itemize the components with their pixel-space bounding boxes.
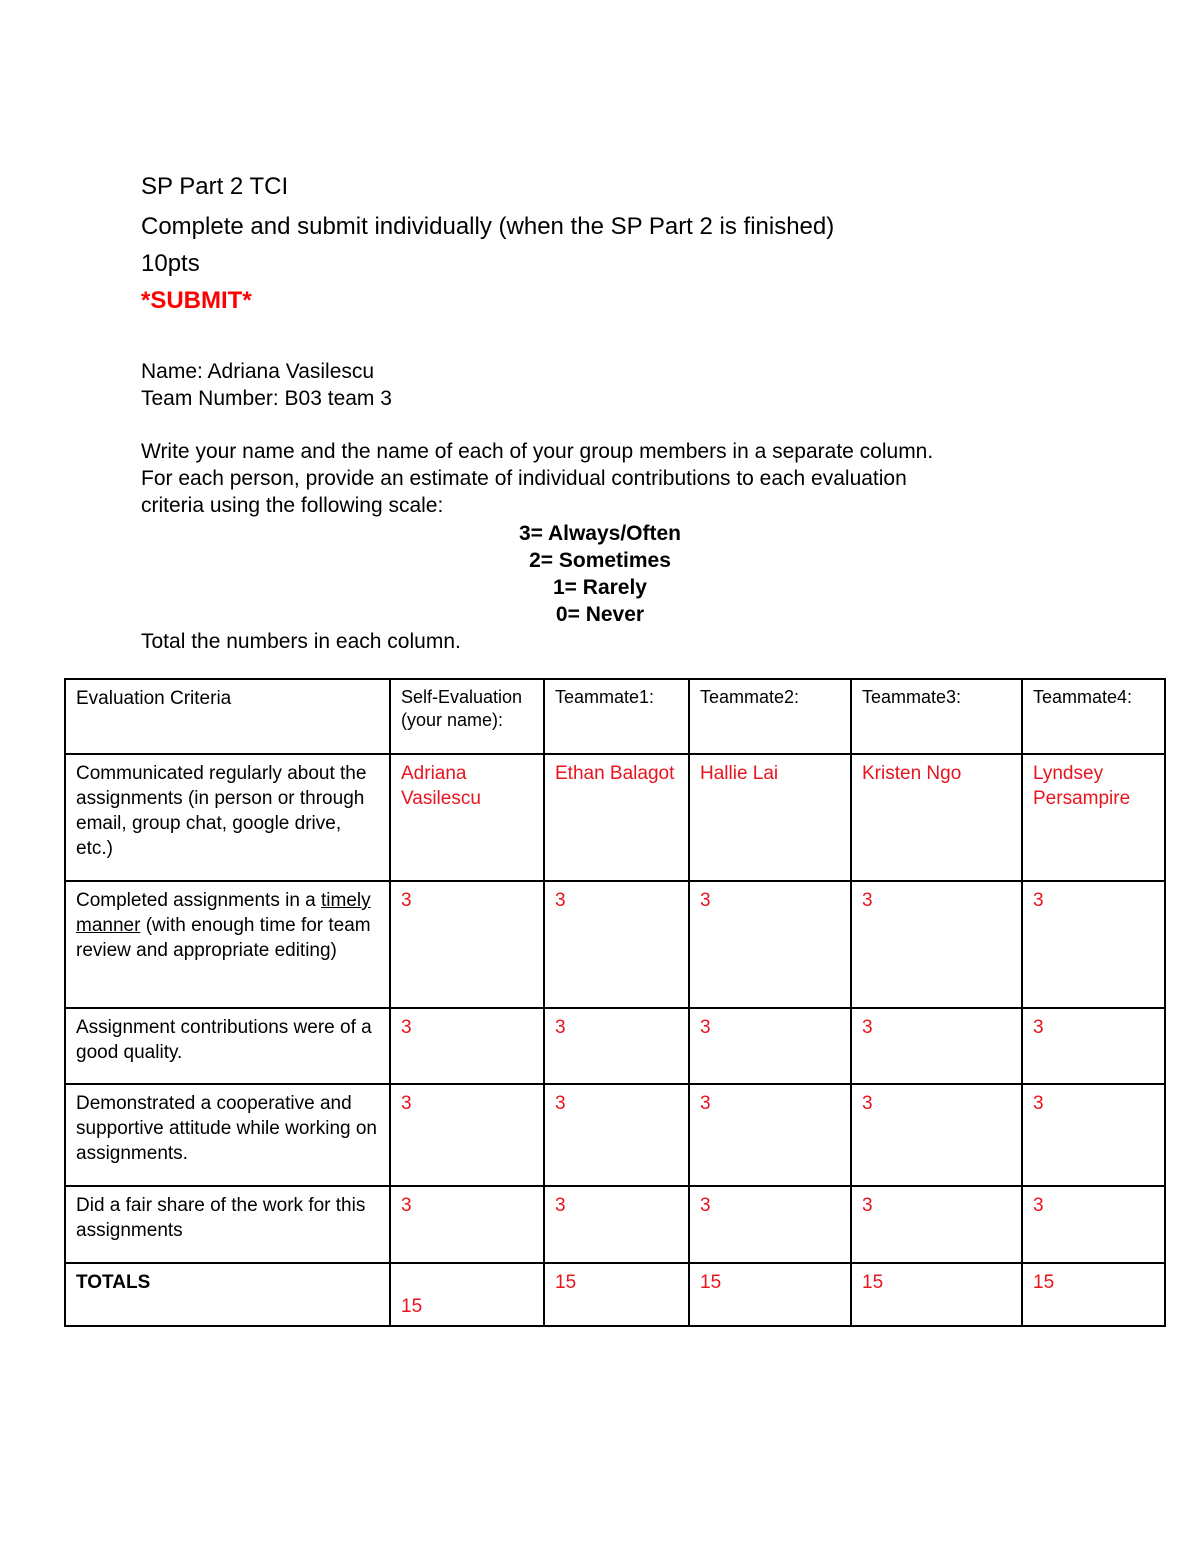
submit-label: *SUBMIT* bbox=[141, 287, 252, 314]
criteria-timely bbox=[65, 881, 390, 1008]
header-teammate1: Teammate1: bbox=[544, 679, 689, 754]
table-row bbox=[65, 881, 1165, 1008]
score-cell: 3 bbox=[689, 881, 851, 1008]
score-cell: 3 bbox=[1022, 881, 1165, 1008]
criteria-timely-post: (with enough time for team review and appropriate editing) bbox=[76, 915, 371, 961]
score-cell: 3 bbox=[544, 881, 689, 1008]
score-cell: 3 bbox=[1022, 1084, 1165, 1186]
criteria-timely-underline: timely manner bbox=[76, 890, 371, 936]
teammate2-name: Hallie Lai bbox=[689, 754, 851, 881]
header-teammate4: Teammate4: bbox=[1022, 679, 1165, 754]
criteria-cooperative: Demonstrated a cooperative and supportive attitude while working on assignments. bbox=[65, 1084, 390, 1186]
criteria-timely-pre: Completed assignments in a bbox=[76, 890, 322, 911]
total-value: 15 bbox=[1022, 1263, 1165, 1326]
points-value: 10pts bbox=[141, 250, 200, 277]
total-value: 15 bbox=[401, 1296, 423, 1317]
evaluation-table bbox=[64, 678, 1166, 1327]
score-cell: 3 bbox=[851, 1084, 1022, 1186]
criteria-communicated: Communicated regularly about the assignments (in person or through email, group chat, google drive, etc.) bbox=[65, 754, 390, 881]
header-self-evaluation: Self-Evaluation (your name): bbox=[390, 679, 544, 754]
teammate3-name: Kristen Ngo bbox=[851, 754, 1022, 881]
table-row bbox=[65, 1186, 1165, 1263]
score-cell: 3 bbox=[544, 1186, 689, 1263]
name-line: Name: Adriana Vasilescu bbox=[141, 360, 375, 383]
score-cell: 3 bbox=[544, 1084, 689, 1186]
header-teammate2: Teammate2: bbox=[689, 679, 851, 754]
instructions-line-2: For each person, provide an estimate of individual contributions to each evaluation bbox=[141, 467, 907, 490]
table-row bbox=[65, 1084, 1165, 1186]
criteria-fair-share: Did a fair share of the work for this assignments bbox=[65, 1186, 390, 1263]
scale-always: 3= Always/Often bbox=[518, 522, 682, 545]
totals-row bbox=[65, 1263, 1165, 1326]
score-cell: 3 bbox=[1022, 1008, 1165, 1084]
criteria-quality: Assignment contributions were of a good quality. bbox=[65, 1008, 390, 1084]
header-evaluation-criteria: Evaluation Criteria bbox=[65, 679, 390, 754]
instructions-line-3: criteria using the following scale: bbox=[141, 494, 444, 517]
teammate4-name: Lyndsey Persampire bbox=[1022, 754, 1165, 881]
totals-label: TOTALS bbox=[65, 1263, 390, 1326]
score-cell: 3 bbox=[689, 1008, 851, 1084]
document-subtitle: Complete and submit individually (when the SP Part 2 is finished) bbox=[141, 213, 835, 240]
table-header-row bbox=[65, 679, 1165, 754]
score-cell: 3 bbox=[851, 1008, 1022, 1084]
score-cell: 3 bbox=[689, 1186, 851, 1263]
scale-never: 0= Never bbox=[555, 603, 645, 626]
score-cell: 3 bbox=[544, 1008, 689, 1084]
instructions-line-1: Write your name and the name of each of your group members in a separate column. bbox=[141, 440, 934, 463]
score-cell: 3 bbox=[689, 1084, 851, 1186]
score-cell: 3 bbox=[390, 1186, 544, 1263]
teammate1-name: Ethan Balagot bbox=[544, 754, 689, 881]
scale-rarely: 1= Rarely bbox=[553, 576, 647, 599]
total-value: 15 bbox=[851, 1263, 1022, 1326]
document-title: SP Part 2 TCI bbox=[141, 173, 289, 200]
total-note: Total the numbers in each column. bbox=[141, 630, 461, 653]
score-cell: 3 bbox=[390, 881, 544, 1008]
score-cell: 3 bbox=[851, 1186, 1022, 1263]
score-cell: 3 bbox=[390, 1008, 544, 1084]
table-row bbox=[65, 1008, 1165, 1084]
table-row bbox=[65, 754, 1165, 881]
score-cell: 3 bbox=[1022, 1186, 1165, 1263]
scale-sometimes: 2= Sometimes bbox=[529, 549, 671, 572]
self-total-cell bbox=[390, 1263, 544, 1326]
header-teammate3: Teammate3: bbox=[851, 679, 1022, 754]
score-cell: 3 bbox=[851, 881, 1022, 1008]
score-cell: 3 bbox=[390, 1084, 544, 1186]
total-value: 15 bbox=[544, 1263, 689, 1326]
self-name: Adriana Vasilescu bbox=[390, 754, 544, 881]
total-value: 15 bbox=[689, 1263, 851, 1326]
team-number-line: Team Number: B03 team 3 bbox=[141, 387, 392, 410]
